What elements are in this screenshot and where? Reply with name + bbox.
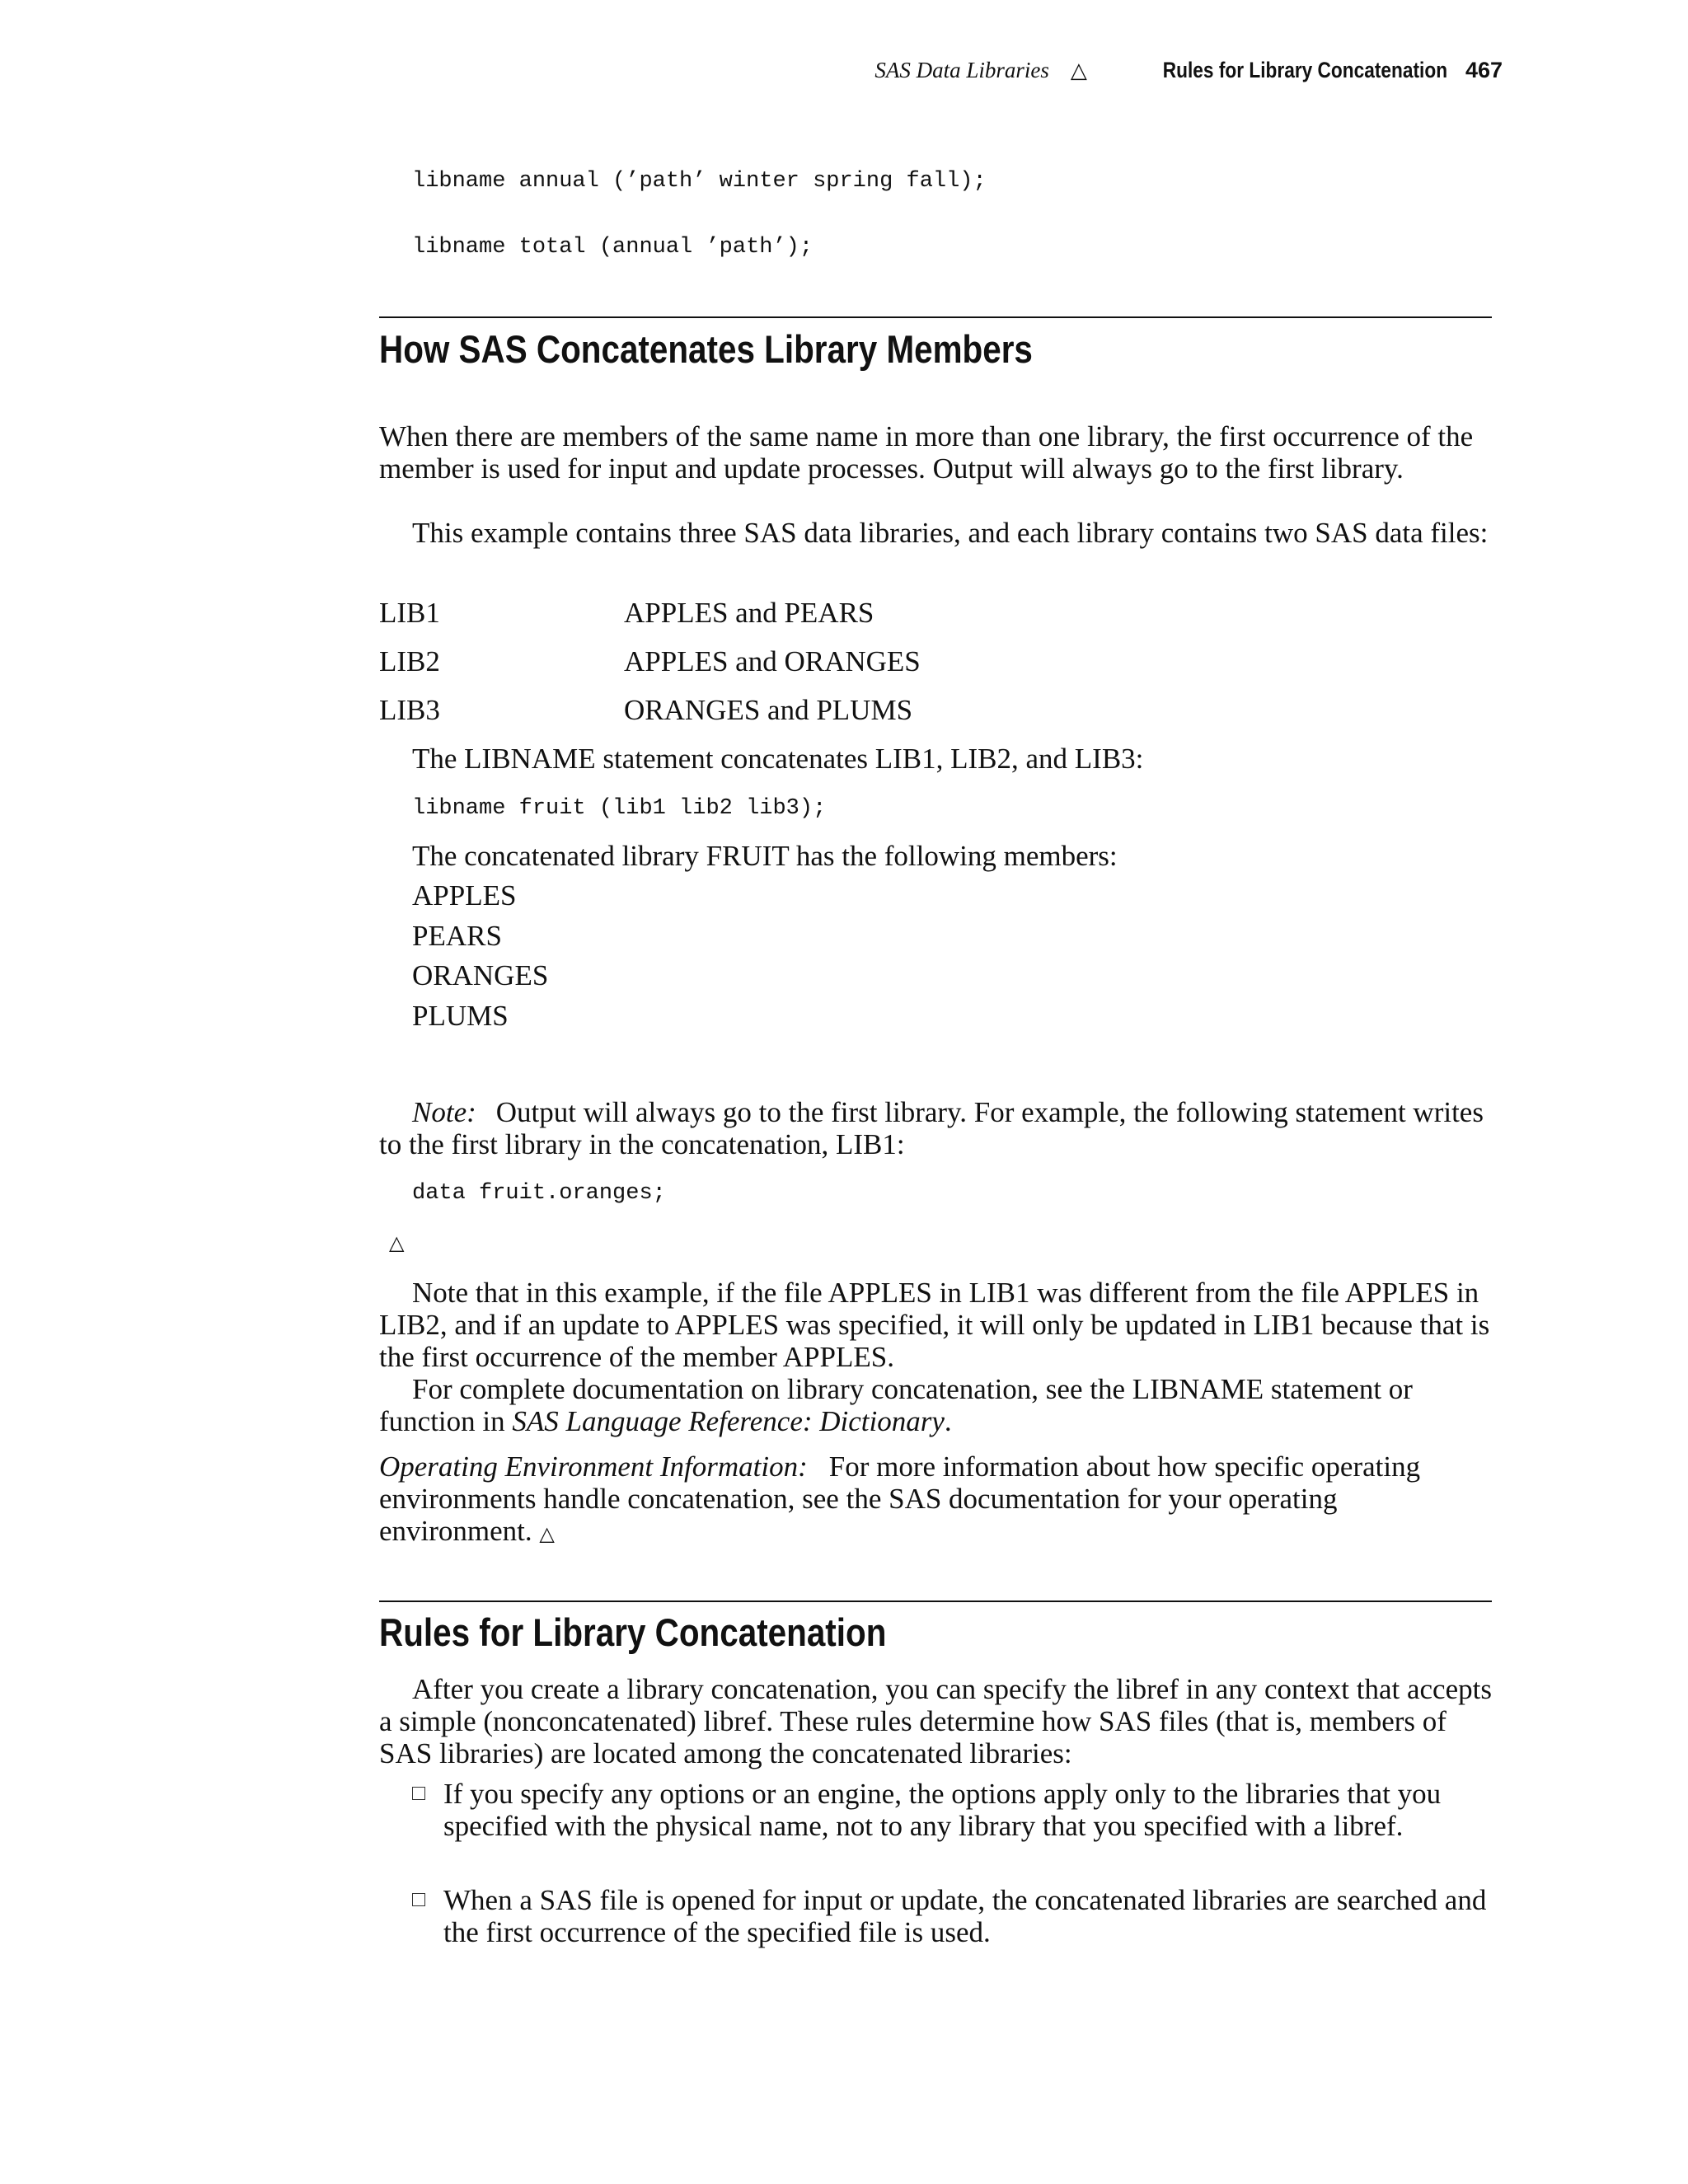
header-title: Rules for Library Concatenation — [1162, 58, 1447, 82]
list-item-text: When a SAS file is opened for input or update, the concatenated libraries are searched and the first occurrence of the specified file is used. — [443, 1884, 1487, 1948]
paragraph: This example contains three SAS data libraries, and each library contains two SAS data files: — [412, 517, 1489, 549]
book-reference: SAS Language Reference: Dictionary — [512, 1405, 945, 1437]
paragraph: When there are members of the same name in more than one library, the first occurrence of the member is used for input and update processes. Output will always go to the first library. — [379, 420, 1474, 485]
section-divider — [379, 316, 1492, 318]
library-name: LIB3 — [379, 694, 440, 726]
environment-note-end-triangle-icon: △ — [539, 1522, 555, 1545]
library-files: APPLES and ORANGES — [624, 645, 921, 677]
paragraph-text: For complete documentation on library concatenation, see the LIBNAME statement or function in — [379, 1373, 1413, 1437]
code-line: libname total (annual ’path’); — [412, 235, 814, 260]
list-item-text: If you specify any options or an engine, the options apply only to the libraries that you specified with the physical name, not to any library that you specified with a libref. — [443, 1778, 1442, 1842]
paragraph-text: . — [944, 1405, 952, 1437]
list-item — [412, 1884, 1492, 1948]
library-name: LIB1 — [379, 597, 440, 629]
environment-note — [379, 1451, 1492, 1550]
header-triangle-icon: △ — [1070, 58, 1087, 83]
library-files: APPLES and PEARS — [624, 597, 874, 629]
code-line: data fruit.oranges; — [412, 1181, 666, 1206]
section-divider — [379, 1601, 1492, 1602]
code-line: libname fruit (lib1 lib2 lib3); — [412, 796, 827, 821]
member-item: PLUMS — [412, 1000, 509, 1032]
checkbox-bullet-icon — [412, 1787, 425, 1800]
note-label: Note: — [412, 1096, 476, 1128]
running-header — [874, 58, 1503, 83]
library-name: LIB2 — [379, 645, 440, 677]
environment-note-label: Operating Environment Information: — [379, 1451, 808, 1483]
list-item — [412, 1778, 1492, 1842]
note-text: Output will always go to the first library. For example, the following statement writes to the first library in the concatenation, LIB1: — [379, 1096, 1484, 1160]
paragraph — [379, 1373, 1492, 1437]
paragraph: The LIBNAME statement concatenates LIB1, LIB2, and LIB3: — [412, 743, 1144, 775]
environment-note-text: For more information about how specific operating environments handle concatenation, see the SAS documentation for your operating environment. — [379, 1451, 1421, 1547]
header-section-name: SAS Data Libraries — [874, 58, 1049, 82]
note-end-triangle-icon: △ — [389, 1231, 405, 1254]
code-line: libname annual (’path’ winter spring fall); — [412, 169, 987, 194]
section-heading: How SAS Concatenates Library Members — [379, 327, 1033, 371]
section-heading: Rules for Library Concatenation — [379, 1610, 887, 1654]
member-item: PEARS — [412, 920, 502, 952]
paragraph: Note that in this example, if the file APPLES in LIB1 was different from the file APPLES in LIB2, and if an update to APPLES was specified, it will only be updated in LIB1 because that is the first occurrence of the member APPLES. — [379, 1277, 1490, 1373]
member-item: APPLES — [412, 879, 517, 912]
member-item: ORANGES — [412, 959, 549, 991]
paragraph: After you create a library concatenation, you can specify the libref in any context that accepts a simple (nonconcatenated) libref. These rules determine how SAS files (that is, members of SAS libraries) are located among the concatenated libraries: — [379, 1673, 1492, 1769]
paragraph: The concatenated library FRUIT has the following members: — [412, 840, 1118, 872]
library-files: ORANGES and PLUMS — [624, 694, 913, 726]
page-number: 467 — [1465, 58, 1503, 82]
checkbox-bullet-icon — [412, 1893, 425, 1906]
note — [379, 1096, 1492, 1160]
